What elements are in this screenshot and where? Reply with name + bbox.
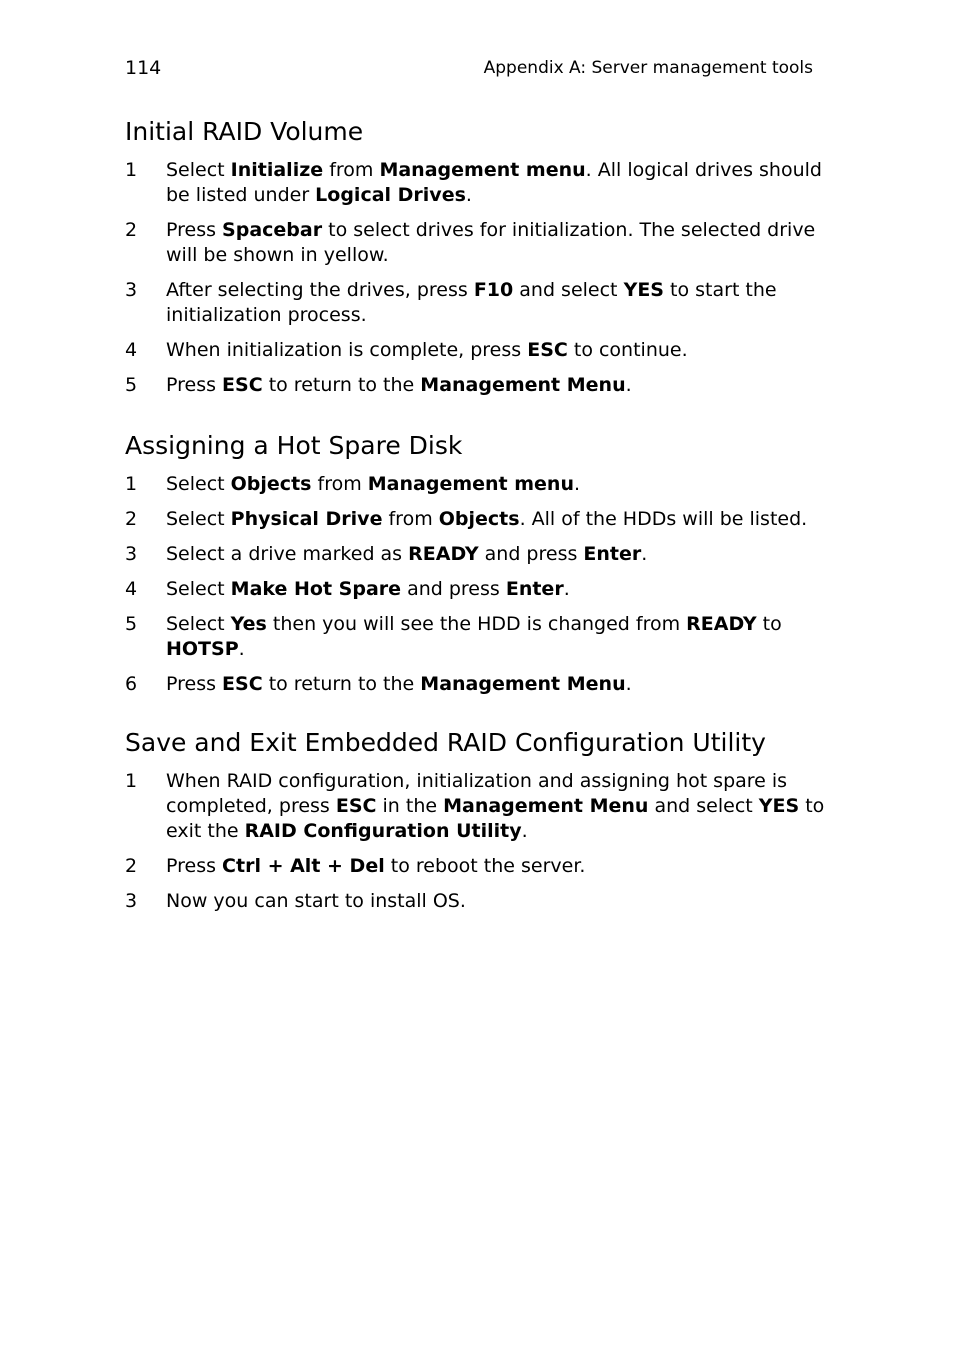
step-text: After selecting the drives, press F10 and select YES to start the initialization process. bbox=[166, 279, 777, 326]
emphasized-term: Objects bbox=[438, 508, 520, 530]
emphasized-term: Management menu bbox=[367, 473, 574, 495]
emphasized-term: Spacebar bbox=[222, 219, 323, 241]
emphasized-term: RAID Configuration Utility bbox=[244, 820, 522, 842]
step-number: 3 bbox=[125, 890, 138, 912]
step-item bbox=[125, 338, 825, 363]
step-number: 2 bbox=[125, 219, 138, 241]
step-item bbox=[125, 672, 825, 697]
step-number: 4 bbox=[125, 578, 138, 600]
step-text: Press ESC to return to the Management Menu. bbox=[166, 374, 632, 396]
emphasized-term: READY bbox=[686, 613, 757, 635]
step-number: 6 bbox=[125, 673, 138, 695]
running-header: Appendix A: Server management tools bbox=[483, 58, 813, 78]
step-number: 1 bbox=[125, 473, 138, 495]
step-item bbox=[125, 507, 825, 532]
step-number: 3 bbox=[125, 279, 138, 301]
section-assigning-hot-spare bbox=[125, 430, 825, 697]
step-item bbox=[125, 889, 825, 914]
step-text: Press Ctrl + Alt + Del to reboot the server. bbox=[166, 855, 586, 877]
emphasized-term: Logical Drives bbox=[315, 184, 466, 206]
emphasized-term: Yes bbox=[230, 613, 267, 635]
emphasized-term: READY bbox=[408, 543, 479, 565]
emphasized-term: Management Menu bbox=[443, 795, 649, 817]
step-number: 5 bbox=[125, 374, 138, 396]
emphasized-term: Management Menu bbox=[420, 673, 626, 695]
emphasized-term: YES bbox=[758, 795, 800, 817]
step-text: When RAID configuration, initialization and assigning hot spare is completed, press ESC in the Management Menu and select YES to exit the RAID Configuration Utility. bbox=[166, 770, 825, 842]
emphasized-term: Objects bbox=[230, 473, 312, 495]
step-item bbox=[125, 158, 825, 208]
emphasized-term: ESC bbox=[335, 795, 377, 817]
section-heading: Initial RAID Volume bbox=[125, 117, 364, 146]
step-list bbox=[125, 769, 825, 914]
step-text: Select a drive marked as READY and press Enter. bbox=[166, 543, 648, 565]
emphasized-term: HOTSP bbox=[166, 638, 239, 660]
emphasized-term: Ctrl + Alt + Del bbox=[222, 855, 385, 877]
step-text: Select Yes then you will see the HDD is changed from READY to HOTSP. bbox=[166, 613, 782, 660]
step-text: When initialization is complete, press ESC to continue. bbox=[166, 339, 688, 361]
step-text: Select Objects from Management menu. bbox=[166, 473, 581, 495]
step-item bbox=[125, 278, 825, 328]
step-item bbox=[125, 769, 825, 844]
step-text: Select Physical Drive from Objects. All of the HDDs will be listed. bbox=[166, 508, 808, 530]
emphasized-term: Management menu bbox=[379, 159, 586, 181]
step-number: 5 bbox=[125, 613, 138, 635]
step-text: Select Initialize from Management menu. All logical drives should be listed under Logical Drives. bbox=[166, 159, 822, 206]
step-number: 1 bbox=[125, 770, 138, 792]
step-list bbox=[125, 158, 825, 398]
step-text: Press ESC to return to the Management Menu. bbox=[166, 673, 632, 695]
step-number: 3 bbox=[125, 543, 138, 565]
emphasized-term: Management Menu bbox=[420, 374, 626, 396]
step-number: 4 bbox=[125, 339, 138, 361]
step-list bbox=[125, 472, 825, 697]
step-number: 1 bbox=[125, 159, 138, 181]
emphasized-term: ESC bbox=[222, 374, 263, 396]
step-item bbox=[125, 854, 825, 879]
page-number: 114 bbox=[125, 57, 162, 79]
emphasized-term: YES bbox=[623, 279, 664, 301]
emphasized-term: ESC bbox=[527, 339, 568, 361]
page-header bbox=[125, 56, 813, 80]
section-heading: Assigning a Hot Spare Disk bbox=[125, 431, 463, 460]
step-number: 2 bbox=[125, 508, 138, 530]
step-item bbox=[125, 218, 825, 268]
step-text: Now you can start to install OS. bbox=[166, 890, 466, 912]
step-item bbox=[125, 542, 825, 567]
section-save-and-exit bbox=[125, 727, 825, 914]
section-heading: Save and Exit Embedded RAID Configuration Utility bbox=[125, 728, 766, 757]
step-item bbox=[125, 373, 825, 398]
step-item bbox=[125, 472, 825, 497]
step-text: Press Spacebar to select drives for initialization. The selected drive will be shown in yellow. bbox=[166, 219, 816, 266]
step-text: Select Make Hot Spare and press Enter. bbox=[166, 578, 570, 600]
emphasized-term: Enter bbox=[583, 543, 642, 565]
emphasized-term: Make Hot Spare bbox=[230, 578, 402, 600]
emphasized-term: Enter bbox=[505, 578, 564, 600]
emphasized-term: Initialize bbox=[230, 159, 324, 181]
emphasized-term: F10 bbox=[473, 279, 514, 301]
step-item bbox=[125, 577, 825, 602]
emphasized-term: ESC bbox=[222, 673, 263, 695]
step-number: 2 bbox=[125, 855, 138, 877]
emphasized-term: Physical Drive bbox=[230, 508, 383, 530]
step-item bbox=[125, 612, 825, 662]
section-initial-raid-volume bbox=[125, 116, 825, 398]
